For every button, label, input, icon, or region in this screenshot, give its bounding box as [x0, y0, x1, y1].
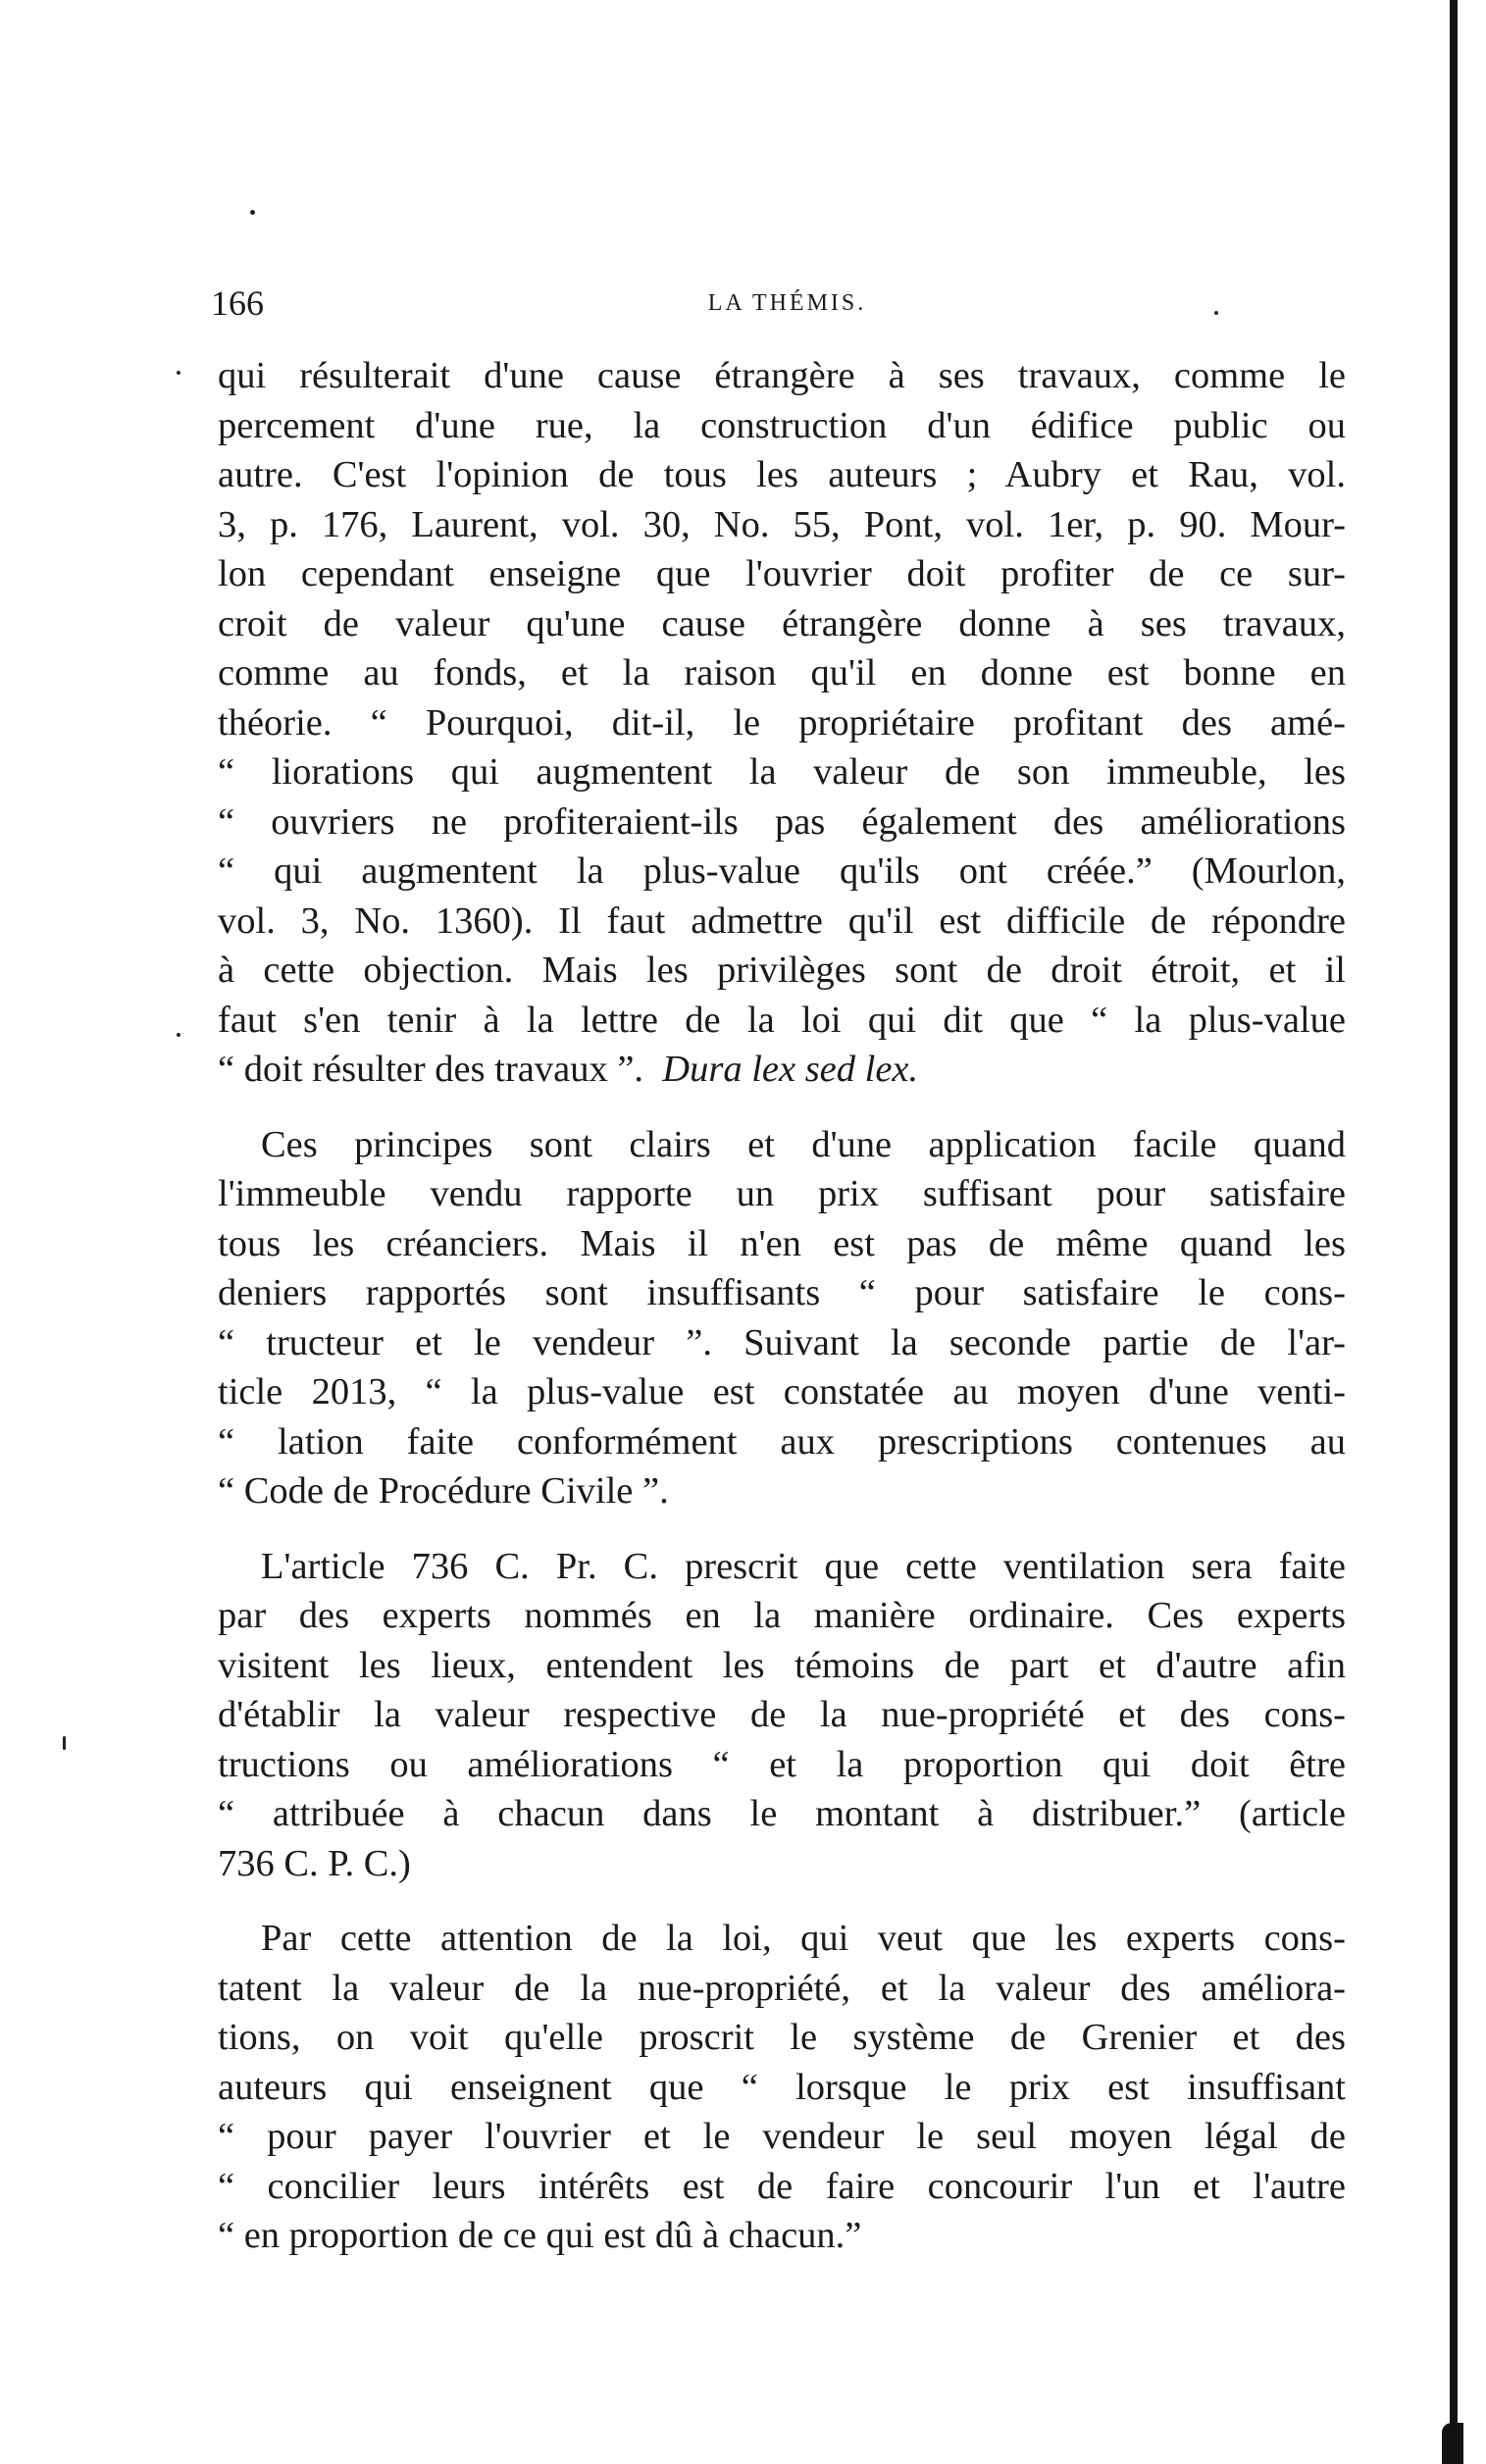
print-speck: [177, 1033, 180, 1037]
page-edge-border: [1450, 0, 1458, 2464]
text-line: théorie. “ Pourquoi, dit-il, le propriétaire profitant des amé-: [218, 701, 1346, 744]
text-line: “ ouvriers ne profiteraient-ils pas également des améliorations: [218, 800, 1346, 843]
text-line: 736 C. P. C.): [218, 1842, 411, 1884]
text-line: “ lation faite conformément aux prescriptions contenues au: [218, 1420, 1346, 1463]
page-header: [211, 282, 1363, 322]
text-line: “ pour payer l'ouvrier et le vendeur le seul moyen légal de: [218, 2116, 1346, 2157]
text-line: tous les créanciers. Mais il n'en est pas de même quand les: [218, 1222, 1346, 1264]
text-line: “ tructeur et le vendeur ”. Suivant la seconde partie de l'ar-: [218, 1321, 1346, 1363]
text-line: “ qui augmentent la plus-value qu'ils ont créée.” (Mourlon,: [218, 850, 1346, 892]
text-line: [218, 1045, 1346, 1095]
text-line: par des experts nommés en la manière ordinaire. Ces experts: [218, 1595, 1346, 1636]
text-line: autre. C'est l'opinion de tous les auteurs ; Aubry et Rau, vol.: [218, 454, 1346, 495]
text-line: “ attribuée à chacun dans le montant à distribuer.” (article: [218, 1793, 1346, 1834]
text-line: croit de valeur qu'une cause étrangère donne à ses travaux,: [218, 602, 1346, 644]
text-line: d'établir la valeur respective de la nue-propriété et des cons-: [218, 1694, 1346, 1735]
body-text: [218, 351, 1346, 2286]
text-line: l'immeuble vendu rapporte un prix suffisant pour satisfaire: [218, 1173, 1346, 1214]
text-line: tatent la valeur de la nue-propriété, et la valeur des améliora-: [218, 1967, 1346, 2009]
page-edge-border-foot: [1442, 2423, 1463, 2464]
text-line: “ en proportion de ce qui est dû à chacun.”: [218, 2215, 862, 2256]
text-line: comme au fonds, et la raison qu'il en donne est bonne en: [218, 652, 1346, 693]
text-line: “ concilier leurs intérêts est de faire concourir l'un et l'autre: [218, 2165, 1346, 2207]
text-line: qui résulterait d'une cause étrangère à ses travaux, comme le: [218, 355, 1346, 396]
paragraph-1: [218, 351, 1346, 1095]
print-speck: [250, 210, 255, 215]
text-line: tions, on voit qu'elle proscrit le système de Grenier et des: [218, 2017, 1346, 2058]
paragraph-3: [218, 1542, 1346, 1889]
text-line: à cette objection. Mais les privilèges sont de droit étroit, et il: [218, 950, 1346, 991]
text-line: tructions ou améliorations “ et la proportion qui doit être: [218, 1743, 1346, 1785]
text-line: deniers rapportés sont insuffisants “ pour satisfaire le cons-: [218, 1272, 1346, 1313]
latin-maxim: Dura lex sed lex.: [662, 1049, 919, 1090]
text-line: vol. 3, No. 1360). Il faut admettre qu'il est difficile de répondre: [218, 899, 1346, 942]
print-speck: [63, 1736, 66, 1750]
running-title: LA THÉMIS.: [707, 290, 867, 316]
text-line: faut s'en tenir à la lettre de la loi qui dit que “ la plus-value: [218, 999, 1346, 1041]
text-line-roman: “ doit résulter des travaux ”.: [218, 1049, 644, 1090]
text-line: “ Code de Procédure Civile ”.: [218, 1470, 669, 1512]
text-line: visitent les lieux, entendent les témoins de part et d'autre afin: [218, 1644, 1346, 1686]
text-line: auteurs qui enseignent que “ lorsque le prix est insuffisant: [218, 2066, 1346, 2108]
text-line: lon cependant enseigne que l'ouvrier doit profiter de ce sur-: [218, 553, 1346, 594]
paragraph-2: [218, 1120, 1346, 1516]
text-line: percement d'une rue, la construction d'un édifice public ou: [218, 404, 1346, 446]
print-speck: [177, 371, 180, 375]
text-line: L'article 736 C. Pr. C. prescrit que cette ventilation sera faite: [261, 1545, 1346, 1587]
text-line: ticle 2013, “ la plus-value est constatée au moyen d'une venti-: [218, 1371, 1346, 1412]
text-line: 3, p. 176, Laurent, vol. 30, No. 55, Pont, vol. 1er, p. 90. Mour-: [218, 503, 1346, 545]
text-line: Ces principes sont clairs et d'une application facile quand: [261, 1123, 1346, 1165]
text-line: “ liorations qui augmentent la valeur de son immeuble, les: [218, 751, 1346, 793]
page-number: 166: [211, 283, 264, 323]
paragraph-4: [218, 1914, 1346, 2261]
text-line: Par cette attention de la loi, qui veut que les experts cons-: [261, 1918, 1346, 1959]
